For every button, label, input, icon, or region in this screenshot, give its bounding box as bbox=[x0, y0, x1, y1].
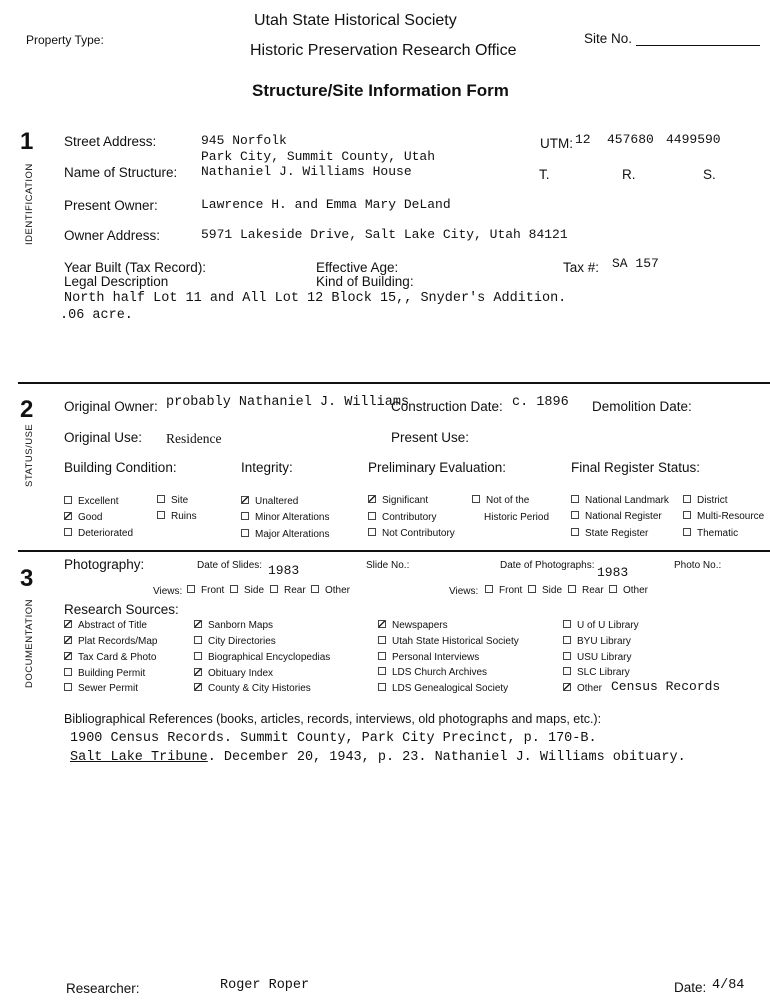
preliminary-evaluation-label: Preliminary Evaluation: bbox=[368, 460, 507, 475]
checkbox-icon bbox=[563, 652, 571, 660]
checkbox-good[interactable]: Good bbox=[64, 512, 102, 523]
checkbox-icon bbox=[64, 683, 72, 691]
checkbox-major-alterations[interactable]: Major Alterations bbox=[241, 529, 329, 540]
street-address-label: Street Address: bbox=[64, 134, 157, 149]
year-built-label: Year Built (Tax Record): bbox=[64, 260, 207, 275]
research-sources-label: Research Sources: bbox=[64, 602, 179, 617]
original-owner-value: probably Nathaniel J. Williams bbox=[166, 395, 410, 410]
date-value: 4/84 bbox=[712, 978, 745, 993]
checkbox-national-landmark[interactable]: National Landmark bbox=[571, 495, 669, 506]
source-building-permit[interactable]: Building Permit bbox=[64, 668, 145, 679]
source-tax-card[interactable]: Tax Card & Photo bbox=[64, 652, 156, 663]
tax-number-label: Tax #: bbox=[563, 260, 600, 275]
checkbox-icon bbox=[241, 529, 249, 537]
legal-description-label: Legal Description bbox=[64, 274, 169, 289]
checkbox-icon bbox=[683, 528, 691, 536]
source-lds-church-archives[interactable]: LDS Church Archives bbox=[378, 667, 487, 678]
slide-no-label: Slide No.: bbox=[366, 560, 410, 571]
original-owner-label: Original Owner: bbox=[64, 399, 158, 414]
source-biographical-encyclopedias[interactable]: Biographical Encyclopedias bbox=[194, 652, 330, 663]
source-slc-library[interactable]: SLC Library bbox=[563, 667, 630, 678]
section-3-number: 3 bbox=[20, 565, 34, 592]
slide-view-front[interactable]: Front bbox=[187, 585, 224, 596]
checkmark-icon bbox=[563, 683, 571, 691]
photography-label: Photography: bbox=[64, 557, 145, 572]
section-divider-2 bbox=[18, 550, 770, 552]
source-other[interactable]: Other bbox=[563, 683, 602, 694]
owner-address-label: Owner Address: bbox=[64, 228, 161, 243]
source-lds-genealogical-society[interactable]: LDS Genealogical Society bbox=[378, 683, 508, 694]
checkmark-icon bbox=[194, 683, 202, 691]
checkbox-icon bbox=[683, 511, 691, 519]
checkbox-icon bbox=[378, 652, 386, 660]
slide-view-side[interactable]: Side bbox=[230, 585, 264, 596]
checkbox-icon bbox=[571, 495, 579, 503]
photo-view-rear[interactable]: Rear bbox=[568, 585, 604, 596]
checkbox-not-contributory[interactable]: Not Contributory bbox=[368, 528, 455, 539]
researcher-value: Roger Roper bbox=[220, 978, 310, 993]
checkbox-state-register[interactable]: State Register bbox=[571, 528, 648, 539]
effective-age-label: Effective Age: bbox=[316, 260, 399, 275]
checkbox-icon bbox=[571, 528, 579, 536]
checkbox-icon bbox=[378, 667, 386, 675]
final-register-status-label: Final Register Status: bbox=[571, 460, 701, 475]
demolition-date-label: Demolition Date: bbox=[592, 399, 692, 414]
checkbox-site[interactable]: Site bbox=[157, 495, 188, 506]
range-label: R. bbox=[622, 167, 636, 182]
historic-period-text: Historic Period bbox=[484, 512, 550, 523]
checkmark-icon bbox=[194, 620, 202, 628]
original-use-value: Residence bbox=[166, 431, 222, 446]
checkbox-icon bbox=[157, 511, 165, 519]
integrity-label: Integrity: bbox=[241, 460, 293, 475]
checkbox-icon bbox=[194, 652, 202, 660]
checkbox-icon bbox=[241, 512, 249, 520]
present-owner-value: Lawrence H. and Emma Mary DeLand bbox=[201, 197, 451, 212]
checkbox-icon bbox=[563, 636, 571, 644]
photo-view-other[interactable]: Other bbox=[609, 585, 648, 596]
site-no-line bbox=[636, 45, 760, 46]
slide-views-label: Views: bbox=[153, 586, 183, 597]
bibliography-line2 bbox=[70, 750, 686, 765]
source-obituary-index[interactable]: Obituary Index bbox=[194, 668, 273, 679]
checkbox-icon bbox=[64, 668, 72, 676]
tax-number-value: SA 157 bbox=[612, 256, 659, 271]
checkmark-icon bbox=[64, 636, 72, 644]
checkbox-deteriorated[interactable]: Deteriorated bbox=[64, 528, 133, 539]
checkbox-significant[interactable]: Significant bbox=[368, 495, 428, 506]
date-of-photographs-value: 1983 bbox=[597, 565, 629, 580]
utm-northing: 4499590 bbox=[666, 132, 721, 147]
date-of-slides-value: 1983 bbox=[268, 563, 300, 578]
source-usu-library[interactable]: USU Library bbox=[563, 652, 631, 663]
owner-address-value: 5971 Lakeside Drive, Salt Lake City, Utah 84121 bbox=[201, 227, 568, 242]
utm-zone: 12 bbox=[575, 132, 591, 147]
checkbox-icon bbox=[378, 636, 386, 644]
checkmark-icon bbox=[378, 620, 386, 628]
checkbox-icon bbox=[311, 585, 319, 593]
source-ushs[interactable]: Utah State Historical Society bbox=[378, 636, 519, 647]
checkbox-not-of-the[interactable]: Not of the bbox=[472, 495, 529, 506]
photo-no-label: Photo No.: bbox=[674, 560, 722, 571]
legal-description-line2: .06 acre. bbox=[60, 308, 133, 323]
present-owner-label: Present Owner: bbox=[64, 198, 158, 213]
source-sewer-permit[interactable]: Sewer Permit bbox=[64, 683, 138, 694]
checkbox-icon bbox=[571, 511, 579, 519]
property-type-label: Property Type: bbox=[26, 33, 104, 47]
legal-description-line1: North half Lot 11 and All Lot 12 Block 15,, Snyder's Addition. bbox=[64, 291, 567, 306]
section-2-number: 2 bbox=[20, 396, 34, 423]
source-other-value: Census Records bbox=[611, 679, 721, 694]
bibliography-line1: 1900 Census Records. Summit County, Park City Precinct, p. 170-B. bbox=[70, 731, 597, 746]
checkbox-icon bbox=[64, 528, 72, 536]
source-sanborn-maps[interactable]: Sanborn Maps bbox=[194, 620, 273, 631]
section-1-label: IDENTIFICATION bbox=[24, 163, 35, 245]
checkbox-multi-resource[interactable]: Multi-Resource bbox=[683, 511, 764, 522]
checkmark-icon bbox=[64, 512, 72, 520]
checkbox-icon bbox=[563, 667, 571, 675]
source-plat-records[interactable]: Plat Records/Map bbox=[64, 636, 157, 647]
source-newspapers[interactable]: Newspapers bbox=[378, 620, 448, 631]
township-label: T. bbox=[539, 167, 550, 182]
checkbox-icon bbox=[368, 512, 376, 520]
present-use-label: Present Use: bbox=[391, 430, 470, 445]
researcher-label: Researcher: bbox=[66, 981, 140, 996]
source-county-city-histories[interactable]: County & City Histories bbox=[194, 683, 311, 694]
checkbox-icon bbox=[194, 636, 202, 644]
checkbox-icon bbox=[568, 585, 576, 593]
date-label: Date: bbox=[674, 980, 707, 995]
checkbox-icon bbox=[683, 495, 691, 503]
checkbox-ruins[interactable]: Ruins bbox=[157, 511, 197, 522]
kind-of-building-label: Kind of Building: bbox=[316, 274, 414, 289]
street-address-line1: 945 Norfolk bbox=[201, 133, 287, 148]
bibliographical-references-label: Bibliographical References (books, articles, records, interviews, old photographs and maps, etc.): bbox=[64, 712, 602, 726]
checkbox-icon bbox=[64, 496, 72, 504]
checkbox-icon bbox=[157, 495, 165, 503]
checkbox-icon bbox=[485, 585, 493, 593]
checkbox-thematic[interactable]: Thematic bbox=[683, 528, 738, 539]
checkbox-icon bbox=[270, 585, 278, 593]
date-of-slides-label: Date of Slides: bbox=[197, 560, 263, 571]
utm-easting: 457680 bbox=[607, 132, 654, 147]
checkbox-icon bbox=[528, 585, 536, 593]
checkbox-excellent[interactable]: Excellent bbox=[64, 496, 119, 507]
original-use-label: Original Use: bbox=[64, 430, 143, 445]
checkbox-icon bbox=[378, 683, 386, 691]
checkbox-icon bbox=[563, 620, 571, 628]
checkmark-icon bbox=[64, 652, 72, 660]
construction-date-label: Construction Date: bbox=[391, 399, 503, 414]
checkbox-icon bbox=[609, 585, 617, 593]
office-name: Historic Preservation Research Office bbox=[250, 42, 517, 59]
section-label: S. bbox=[703, 167, 716, 182]
checkbox-contributory[interactable]: Contributory bbox=[368, 512, 436, 523]
section-2-label: STATUS/USE bbox=[24, 423, 35, 487]
section-divider-1 bbox=[18, 382, 770, 384]
checkbox-icon bbox=[472, 495, 480, 503]
structure-name-value: Nathaniel J. Williams House bbox=[201, 164, 412, 179]
section-1-number: 1 bbox=[20, 128, 34, 155]
slide-view-rear[interactable]: Rear bbox=[270, 585, 306, 596]
photo-view-side[interactable]: Side bbox=[528, 585, 562, 596]
checkbox-icon bbox=[368, 528, 376, 536]
checkbox-minor-alterations[interactable]: Minor Alterations bbox=[241, 512, 329, 523]
checkbox-icon bbox=[187, 585, 195, 593]
checkmark-icon bbox=[64, 620, 72, 628]
date-of-photographs-label: Date of Photographs: bbox=[500, 560, 595, 571]
checkmark-icon bbox=[368, 495, 376, 503]
checkbox-icon bbox=[230, 585, 238, 593]
source-personal-interviews[interactable]: Personal Interviews bbox=[378, 652, 479, 663]
photo-views-label: Views: bbox=[449, 586, 479, 597]
form-title: Structure/Site Information Form bbox=[252, 81, 509, 100]
bibliography-newspaper-title: Salt Lake Tribune bbox=[70, 750, 208, 765]
source-byu-library[interactable]: BYU Library bbox=[563, 636, 631, 647]
construction-date-value: c. 1896 bbox=[512, 395, 569, 410]
checkmark-icon bbox=[194, 668, 202, 676]
checkbox-national-register[interactable]: National Register bbox=[571, 511, 662, 522]
utm-label: UTM: bbox=[540, 136, 573, 151]
site-no-label: Site No. bbox=[584, 31, 633, 46]
source-abstract-of-title[interactable]: Abstract of Title bbox=[64, 620, 147, 631]
bibliography-citation: . December 20, 1943, p. 23. Nathaniel J. Williams obituary. bbox=[207, 750, 686, 765]
building-condition-label: Building Condition: bbox=[64, 460, 177, 475]
checkbox-district[interactable]: District bbox=[683, 495, 728, 506]
checkbox-unaltered[interactable]: Unaltered bbox=[241, 496, 298, 507]
street-address-line2: Park City, Summit County, Utah bbox=[201, 149, 436, 164]
photo-view-front[interactable]: Front bbox=[485, 585, 522, 596]
society-name: Utah State Historical Society bbox=[254, 12, 457, 29]
source-uofu-library[interactable]: U of U Library bbox=[563, 620, 639, 631]
section-3-label: DOCUMENTATION bbox=[24, 598, 35, 688]
slide-view-other[interactable]: Other bbox=[311, 585, 350, 596]
structure-name-label: Name of Structure: bbox=[64, 165, 178, 180]
source-city-directories[interactable]: City Directories bbox=[194, 636, 276, 647]
checkmark-icon bbox=[241, 496, 249, 504]
